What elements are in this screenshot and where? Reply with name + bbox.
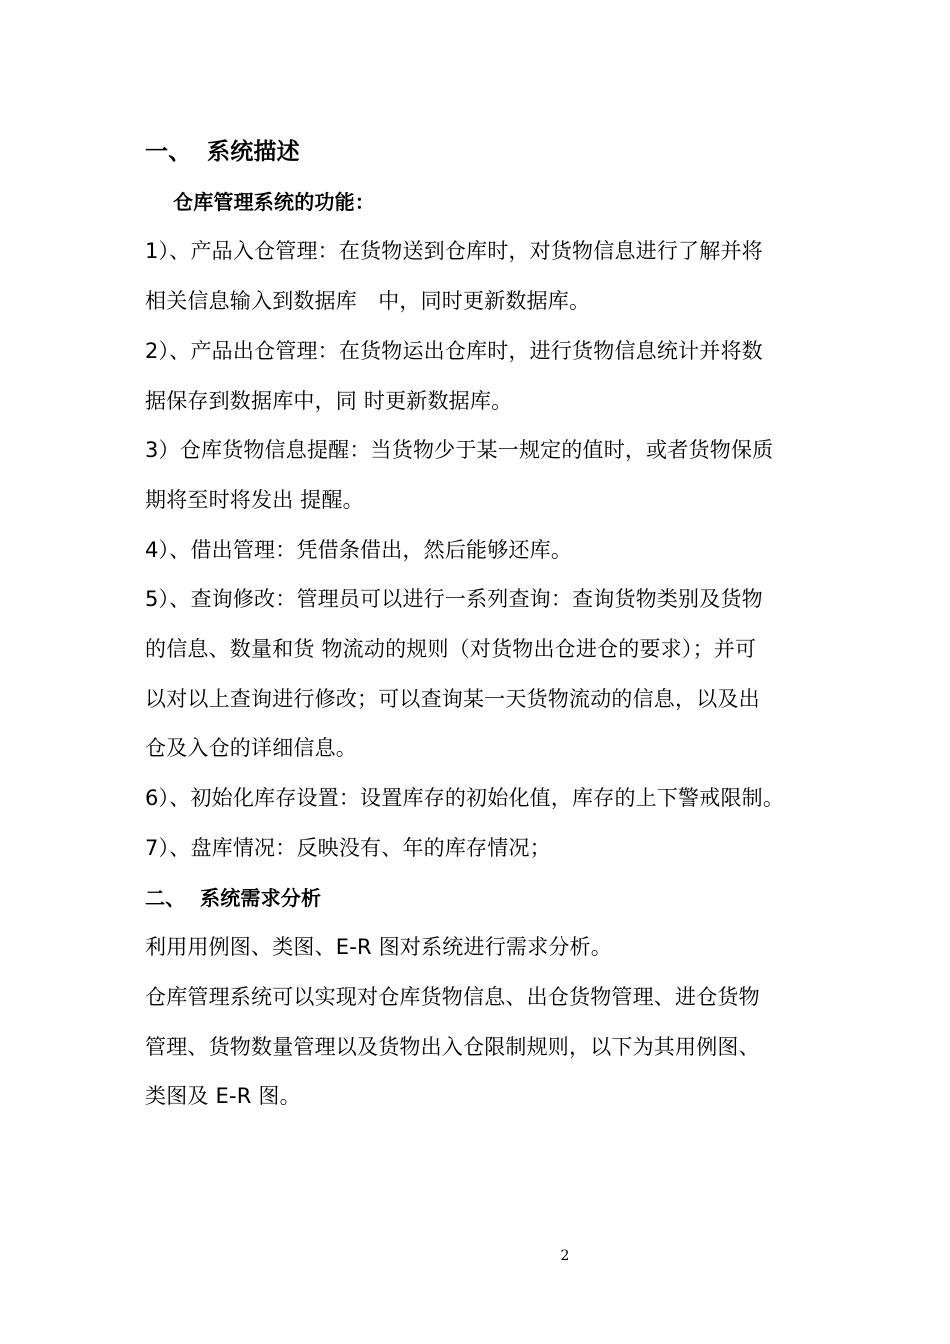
paragraph-line: 1）、产品入仓管理：在货物送到仓库时，对货物信息进行了解并将 — [145, 239, 763, 263]
section-2-heading — [145, 884, 321, 912]
section-2-number: 二、 — [145, 886, 186, 910]
paragraph-line: 6）、初始化库存设置：设置库存的初始化值，库存的上下警戒限制。 — [145, 786, 785, 810]
paragraph-line: 类图及 E-R 图。 — [145, 1084, 301, 1108]
paragraph-line: 4）、借出管理：凭借条借出，然后能够还库。 — [145, 538, 573, 562]
paragraph-line: 利用用例图、类图、E-R 图对系统进行需求分析。 — [145, 935, 612, 959]
paragraph-line: 5）、查询修改：管理员可以进行一系列查询：查询货物类别及货物 — [145, 587, 763, 611]
paragraph-line: 2）、产品出仓管理：在货物运出仓库时，进行货物信息统计并将数 — [145, 339, 763, 363]
section-1-number: 一、 — [145, 139, 192, 165]
paragraph-line: 以对以上查询进行修改；可以查询某一天货物流动的信息，以及出 — [145, 687, 760, 711]
paragraph-line: 期将至时将发出 提醒。 — [145, 488, 364, 512]
page-number: 2 — [560, 1248, 570, 1264]
paragraph-line: 7）、盘库情况：反映没有、年的库存情况； — [145, 836, 551, 860]
section-2-title: 系统需求分析 — [200, 886, 322, 910]
paragraph-line: 仓及入仓的详细信息。 — [145, 736, 357, 760]
paragraph-line: 据保存到数据库中，同 时更新数据库。 — [145, 389, 513, 413]
section-1-title: 系统描述 — [207, 139, 300, 165]
section-1-subtitle: 仓库管理系统的功能： — [173, 190, 375, 214]
paragraph-line: 3）仓库货物信息提醒：当货物少于某一规定的值时，或者货物保质 — [145, 438, 774, 462]
section-1-heading — [145, 138, 300, 166]
paragraph-line: 的信息、数量和货 物流动的规则（对货物出仓进仓的要求）；并可 — [145, 637, 757, 661]
paragraph-line: 管理、货物数量管理以及货物出入仓限制规则，以下为其用例图、 — [145, 1035, 760, 1059]
paragraph-line: 仓库管理系统可以实现对仓库货物信息、出仓货物管理、进仓货物 — [145, 985, 760, 1009]
paragraph-line: 相关信息输入到数据库 中，同时更新数据库。 — [145, 289, 591, 313]
